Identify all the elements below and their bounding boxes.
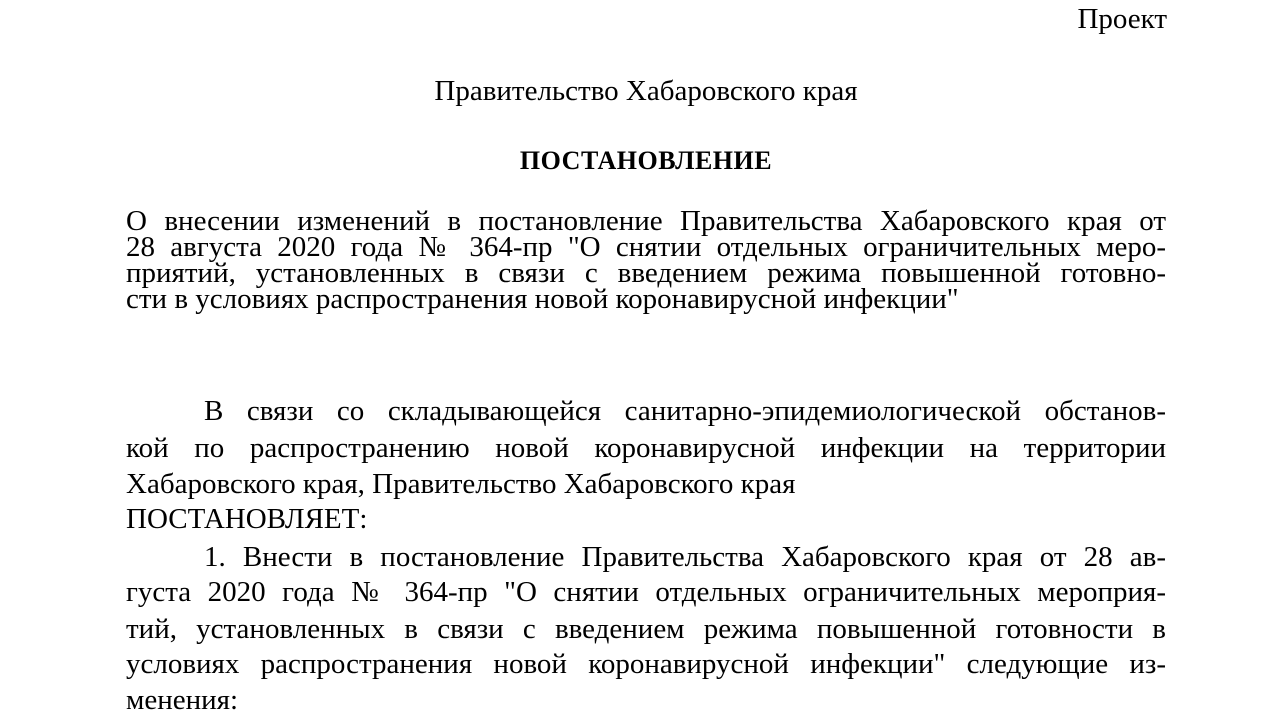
item-line: условиях распространения новой коронавирусной инфекции" следующие из- — [126, 648, 1166, 680]
preamble-line: Хабаровского края, Правительство Хабаровского края — [126, 468, 796, 500]
preamble-line: В связи со складывающейся санитарно-эпидемиологической обстанов- — [204, 395, 1166, 427]
draft-label: Проект — [1077, 3, 1167, 35]
item-line: 1. Внести в постановление Правительства Хабаровского края от 28 ав- — [204, 541, 1166, 573]
subject-line: 28 августа 2020 года № 364-пр "О снятии отдельных ограничительных меро- — [126, 231, 1166, 263]
government-title: Правительство Хабаровского края — [434, 75, 858, 107]
preamble-line: кой по распространению новой коронавирусной инфекции на территории — [126, 432, 1166, 464]
subject-line: О внесении изменений в постановление Правительства Хабаровского края от — [126, 205, 1166, 237]
item-line: тий, установленных в связи с введением режима повышенной готовности в — [126, 613, 1166, 645]
item-line: менения: — [126, 684, 239, 716]
document-type-heading: ПОСТАНОВЛЕНИЕ — [519, 146, 773, 175]
subject-line: сти в условиях распространения новой коронавирусной инфекции" — [126, 283, 959, 315]
decree-word: ПОСТАНОВЛЯЕТ: — [126, 503, 368, 535]
subject-line: приятий, установленных в связи с введением режима повышенной готовно- — [126, 257, 1166, 289]
item-line: густа 2020 года № 364-пр "О снятии отдельных ограничительных мероприя- — [126, 576, 1166, 608]
